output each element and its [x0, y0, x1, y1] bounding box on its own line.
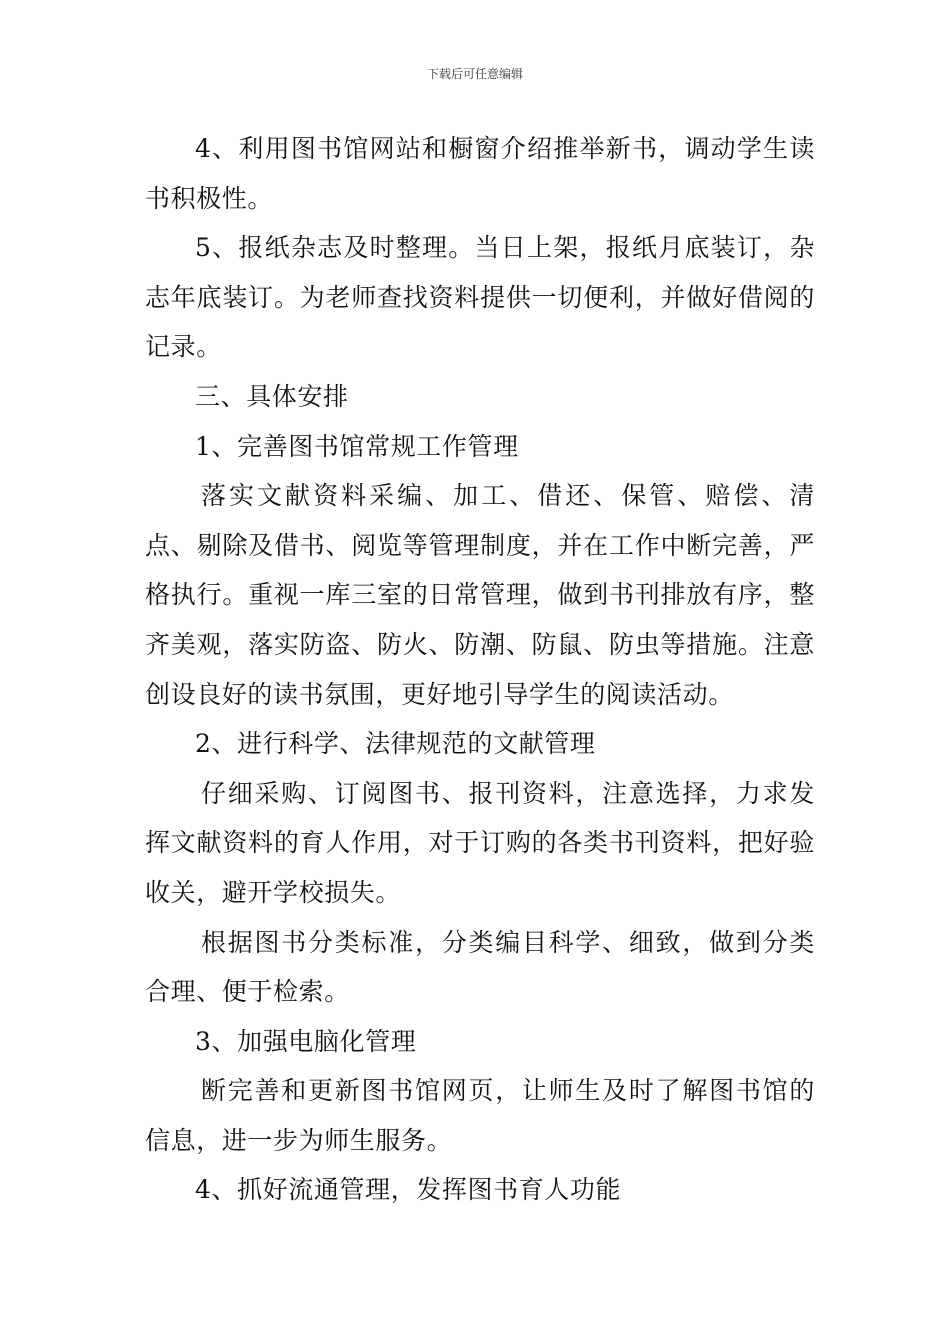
paragraph-purchasing: 仔细采购、订阅图书、报刊资料，注意选择，力求发挥文献资料的育人作用，对于订购的各类书刊资料，把好验收关，避开学校损失。 — [145, 778, 815, 907]
page-header: 下载后可任意编辑 — [426, 67, 523, 81]
paragraph-item-5-newspapers: 5、报纸杂志及时整理。当日上架，报纸月底装订，杂志年底装订。为老师查找资料提供一切便利，并做好借阅的记录。 — [145, 233, 815, 362]
subheading-circulation: 4、抓好流通管理，发挥图书育人功能 — [195, 1175, 622, 1205]
paragraph-item-4-new-books: 4、利用图书馆网站和橱窗介绍推举新书，调动学生读书积极性。 — [145, 134, 815, 213]
subheading-document-management: 2、进行科学、法律规范的文献管理 — [195, 729, 596, 759]
paragraph-cataloging: 根据图书分类标准，分类编目科学、细致，做到分类合理、便于检索。 — [145, 927, 815, 1007]
paragraph-website: 断完善和更新图书馆网页，让师生及时了解图书馆的信息，进一步为师生服务。 — [145, 1076, 815, 1155]
section-heading-specific-arrangements: 三、具体安排 — [195, 381, 349, 411]
paragraph-routine-management: 落实文献资料采编、加工、借还、保管、赔偿、清点、剔除及借书、阅览等管理制度，并在工作中断完善，严格执行。重视一库三室的日常管理，做到书刊排放有序，整齐美观，落实防盗、防火、防潮、防鼠、防虫等措施。注意创设良好的读书氛围，更好地引导学生的阅读活动。 — [145, 481, 815, 709]
subheading-routine-management: 1、完善图书馆常规工作管理 — [195, 431, 519, 461]
subheading-computerization: 3、加强电脑化管理 — [195, 1026, 417, 1056]
document-body — [145, 124, 815, 1215]
